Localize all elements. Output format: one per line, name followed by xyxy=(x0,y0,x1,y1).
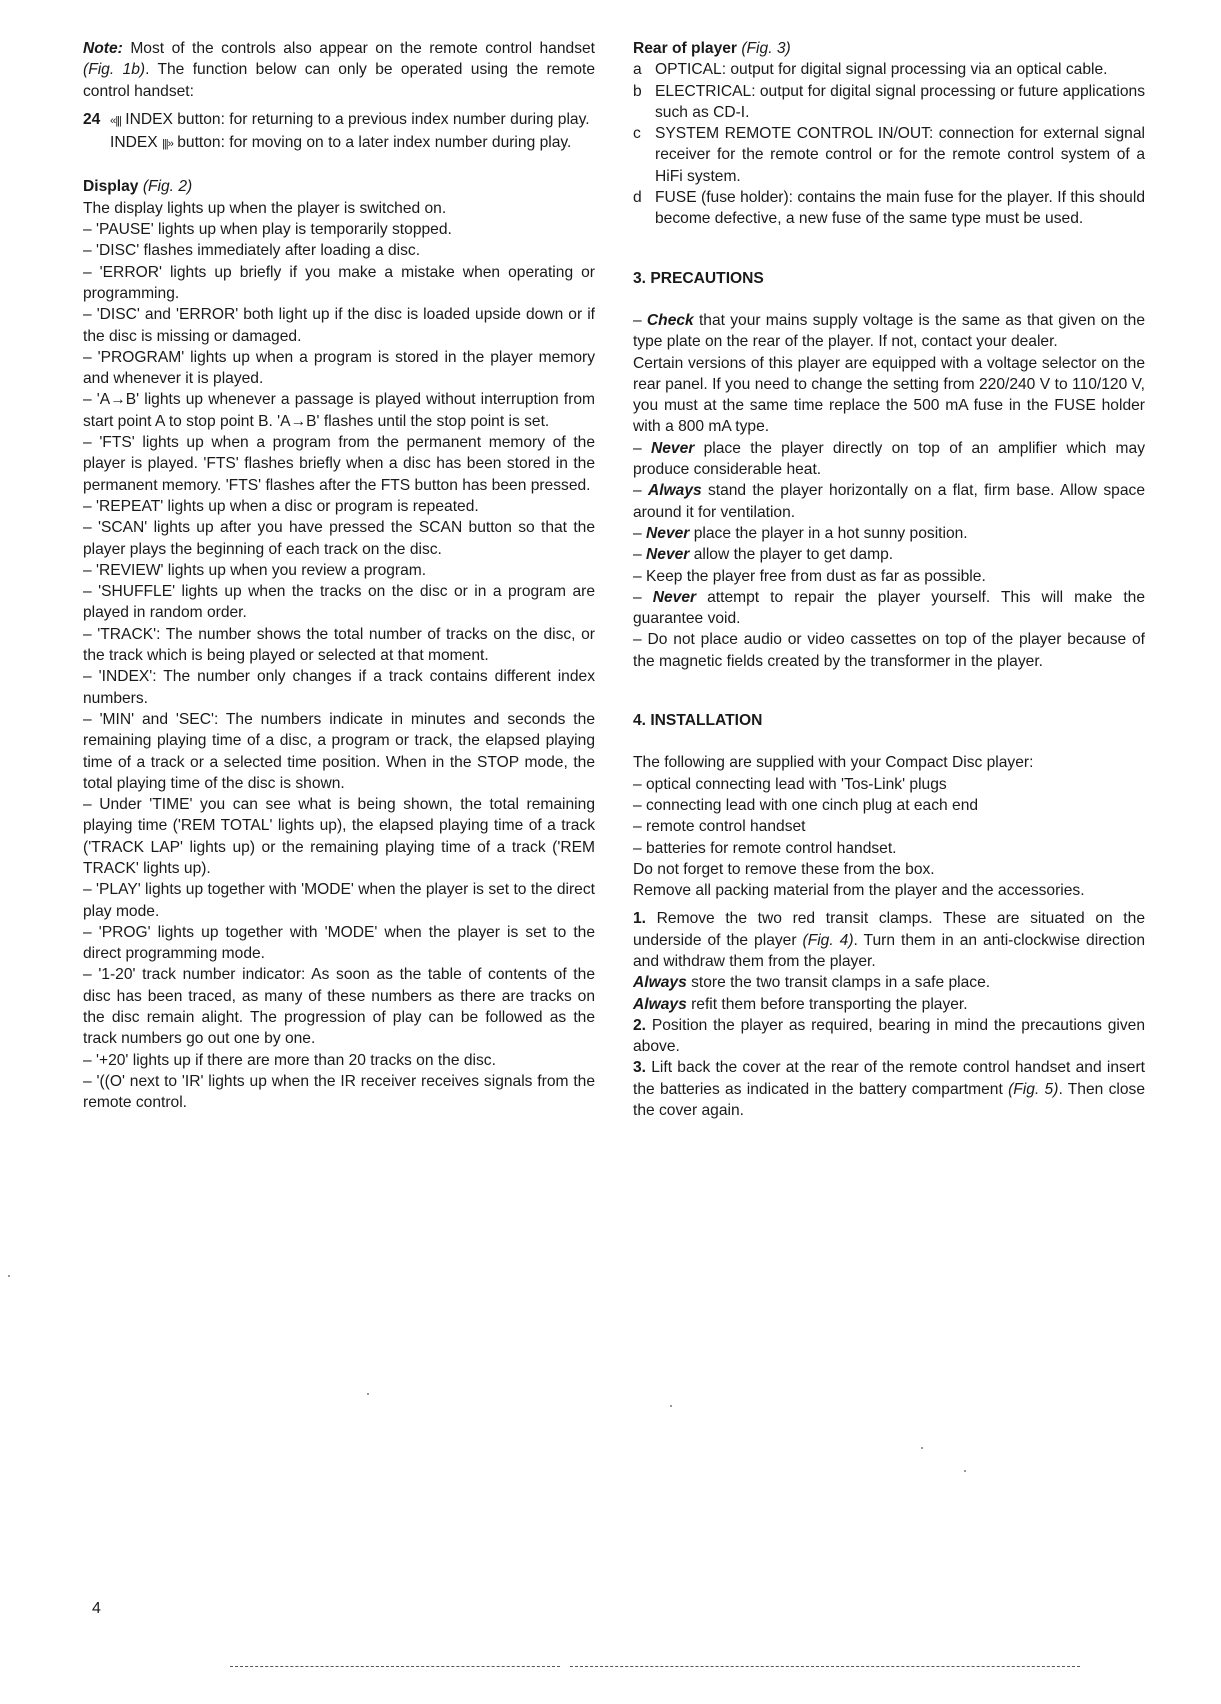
index-forward-icon: |||›› xyxy=(162,138,173,151)
index-back-icon: ‹‹||| xyxy=(110,114,121,127)
display-line: – 'SHUFFLE' lights up when the tracks on the disc or in a program are played in random order. xyxy=(83,583,595,622)
scan-speck xyxy=(964,1470,966,1472)
display-line: – '((O' next to 'IR' lights up when the IR receiver receives signals from the remote control. xyxy=(83,1072,595,1112)
supplied-intro: The following are supplied with your Compact Disc player: xyxy=(633,754,1034,772)
note-label: Note: xyxy=(83,40,123,57)
precaution: – Check that your mains supply voltage is the same as that given on the type plate on the rear of the player. If not, contact your dealer. xyxy=(633,311,1145,351)
display-line: – Under 'TIME' you can see what is being shown, the total remaining playing time ('REM TOTAL' lights up), the elapsed playing time of a track ('TRACK LAP' lights up) or the remaining playing time of a track ('REM TRACK' lights up). xyxy=(83,796,595,877)
precaution: – Never allow the player to get damp. xyxy=(633,546,894,564)
display-line: The display lights up when the player is switched on. xyxy=(83,199,447,217)
scan-speck xyxy=(8,1275,10,1277)
precaution: Certain versions of this player are equipped with a voltage selector on the rear panel. If you need to change the setting from 220/240 V to 110/120 V, you must at the same time replace the 500 mA fuse in the FUSE holder with a 800 mA type. xyxy=(633,354,1145,436)
supplied-item: – connecting lead with one cinch plug at each end xyxy=(633,796,979,814)
precaution: – Never place the player directly on top of an amplifier which may produce considerable heat. xyxy=(633,439,1145,479)
precaution: – Keep the player free from dust as far as possible. xyxy=(633,567,986,585)
right-column xyxy=(633,38,1145,1121)
precautions-heading: 3. PRECAUTIONS xyxy=(633,269,764,287)
list-item: b ELECTRICAL: output for digital signal processing or future applications such as CD-I. xyxy=(633,82,1145,121)
display-heading: Display (Fig. 2) xyxy=(83,178,193,196)
precautions-list xyxy=(633,310,1145,672)
display-line: – 'PROGRAM' lights up when a program is stored in the player memory and whenever it is played. xyxy=(83,348,595,388)
rear-list xyxy=(633,59,1145,229)
display-line: – '+20' lights up if there are more than 20 tracks on the disc. xyxy=(83,1051,496,1069)
step-2: 2. Position the player as required, bearing in mind the precautions given above. xyxy=(633,1016,1145,1056)
step-1-always-store: Always store the two transit clamps in a safe place. xyxy=(633,974,991,992)
display-list xyxy=(83,198,595,1114)
display-line: – 'MIN' and 'SEC': The numbers indicate in minutes and seconds the remaining playing time of a disc, a program or track, the elapsed playing time of a track or a selected time position. When in the STOP mode, the total playing time of the disc is shown. xyxy=(83,710,595,792)
precaution: – Always stand the player horizontally on a flat, firm base. Allow space around it for ventilation. xyxy=(633,482,1145,521)
rear-heading: Rear of player (Fig. 3) xyxy=(633,40,791,57)
display-line: – 'PAUSE' lights up when play is temporarily stopped. xyxy=(83,221,452,239)
display-line: – 'REVIEW' lights up when you review a program. xyxy=(83,561,427,579)
display-line: – 'REPEAT' lights up when a disc or program is repeated. xyxy=(83,497,479,515)
precaution: – Never attempt to repair the player yourself. This will make the guarantee void. xyxy=(633,588,1145,628)
item-24-number: 24 xyxy=(83,110,101,128)
step-1: 1. Remove the two red transit clamps. These are situated on the underside of the player (Fig. 4). Turn them in an anti-clockwise direction and withdraw them from the player. xyxy=(633,910,1145,970)
note-paragraph: Note: Most of the controls also appear on the remote control handset (Fig. 1b). The function below can only be operated using the remote control handset: xyxy=(83,40,595,100)
installation-heading: 4. INSTALLATION xyxy=(633,712,763,730)
display-line: – 'TRACK': The number shows the total number of tracks on the disc, or the track which is being played or selected at that moment. xyxy=(83,625,595,665)
scan-artifact-line xyxy=(230,1666,560,1667)
packing-note: Remove all packing material from the player and the accessories. xyxy=(633,882,1085,900)
display-line: – 'DISC' flashes immediately after loading a disc. xyxy=(83,242,421,260)
display-line: – 'ERROR' lights up briefly if you make a mistake when operating or programming. xyxy=(83,263,595,302)
precaution: – Do not place audio or video cassettes on top of the player because of the magnetic fields created by the transformer in the player. xyxy=(633,631,1145,670)
step-3: 3. Lift back the cover at the rear of the remote control handset and insert the batteries as indicated in the battery compartment (Fig. 5). Then close the cover again. xyxy=(633,1059,1145,1120)
supplied-item: – optical connecting lead with 'Tos-Link' plugs xyxy=(633,775,947,793)
supplied-item: – batteries for remote control handset. xyxy=(633,839,897,857)
item-24: 24 ‹‹||| INDEX button: for returning to a previous index number during play. INDEX |||›› button: for moving on to a later index number during play. xyxy=(83,109,595,156)
scan-speck xyxy=(367,1393,369,1395)
list-item: d FUSE (fuse holder): contains the main fuse for the player. If this should become defective, a new fuse of the same type must be used. xyxy=(633,189,1145,228)
display-line: – 'PLAY' lights up together with 'MODE' when the player is set to the direct play mode. xyxy=(83,881,595,920)
display-line: – 'DISC' and 'ERROR' both light up if the disc is loaded upside down or if the disc is missing or damaged. xyxy=(83,306,595,345)
list-item: c SYSTEM REMOTE CONTROL IN/OUT: connection for external signal receiver for the remote control or for the remote control system of a HiFi system. xyxy=(633,125,1145,185)
display-line: – 'INDEX': The number only changes if a track contains different index numbers. xyxy=(83,668,595,707)
step-1-always-refit: Always refit them before transporting the player. xyxy=(633,995,968,1013)
display-line: – 'SCAN' lights up after you have pressed the SCAN button so that the player plays the beginning of each track on the disc. xyxy=(83,519,595,558)
precaution: – Never place the player in a hot sunny position. xyxy=(633,524,968,542)
page-number: 4 xyxy=(92,1600,101,1617)
display-line: – '1-20' track number indicator: As soon as the table of contents of the disc has been traced, as many of these numbers as there are tracks on the disc remain alight. The progression of play can be followed as the track numbers go out one by one. xyxy=(83,966,595,1048)
scan-speck xyxy=(670,1405,672,1407)
supplied-item: – remote control handset xyxy=(633,818,806,836)
scan-speck xyxy=(921,1447,923,1449)
supplied-note: Do not forget to remove these from the box. xyxy=(633,860,935,878)
display-line: – 'FTS' lights up when a program from the permanent memory of the player is played. 'FTS' flashes briefly when a disc has been stored in the permanent memory. 'FTS' flashes after the FTS button has been pressed. xyxy=(83,434,595,494)
display-line: – 'A→B' lights up whenever a passage is played without interruption from start point A to stop point B. 'A→B' flashes until the stop point is set. xyxy=(83,391,595,430)
left-column xyxy=(83,38,595,1114)
scan-artifact-line xyxy=(570,1666,1080,1667)
display-line: – 'PROG' lights up together with 'MODE' when the player is set to the direct programming mode. xyxy=(83,923,595,963)
list-item: a OPTICAL: output for digital signal processing via an optical cable. xyxy=(633,61,1108,79)
